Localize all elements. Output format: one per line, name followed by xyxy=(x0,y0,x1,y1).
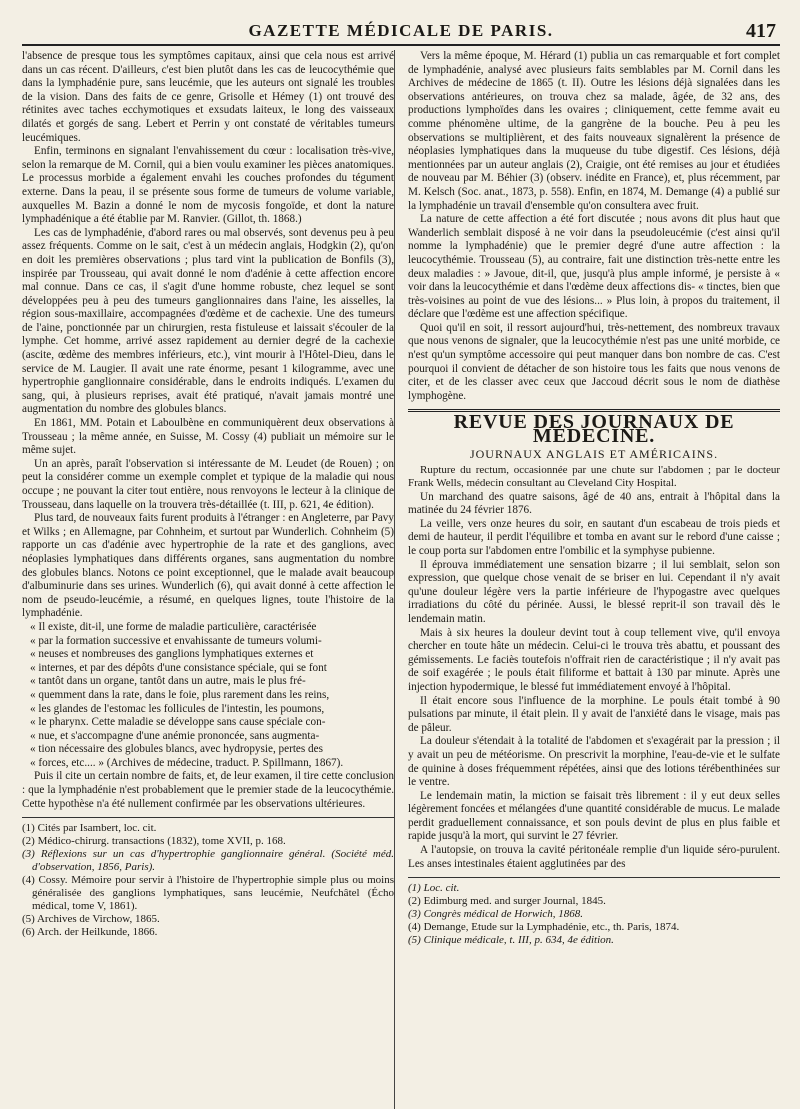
footnote: (1) Loc. cit. xyxy=(408,882,460,895)
section-subtitle: JOURNAUX ANGLAIS ET AMÉRICAINS. xyxy=(469,446,719,461)
quote-line: « quemment dans la rate, dans le foie, plus rarement dans les reins, xyxy=(30,688,330,701)
body-paragraph: Il était encore sous l'influence de la morphine. Le pouls était tombé à 90 pulsations par minute, il était plein. Il y avait de l'anxiété dans le visage, mais pas de pâleur. xyxy=(408,694,780,734)
body-paragraph: l'absence de presque tous les symptômes capitaux, ainsi que cela nous est arrivé dans un cas récent. D'ailleurs, c'est bien plutôt dans les cas de leucocythémie que dans la lymphadénie pure, sans leucémie, que les auteurs ont signalé les troubles de la vision. Dans des faits de ce genre, Grisolle et Hémey (1) ont trouvé des rétinites avec taches ecchymotiques et exsudats laiteux, le long des vaisseaux dilatés et gorgés de sang. Lebert et Perrin y ont constaté de véritables tumeurs leucémiques. xyxy=(22,50,394,144)
body-paragraph: A l'autopsie, on trouva la cavité péritonéale remplie d'un liquide séro-purulent. Les anses intestinales étaient agglutinées par des xyxy=(408,844,780,870)
quote-line: « par la formation successive et envahissante de tumeurs volumi- xyxy=(30,634,322,647)
body-paragraph: Vers la même époque, M. Hérard (1) publia un cas remarquable et fort complet de lymphadénie, analysé avec plusieurs faits semblables par M. Cornil dans les Archives de médecine de 1865 (t. II). Outre les lésions déjà signalées dans les observations antérieures, on trouva chez sa malade, âgée, de 32 ans, des productions lymphoïdes dans les ovaires ; cliniquement, cette femme avait eu comme phénomène ultime, de la gangrène de la bouche. Peu à peu les observations se multiplièrent, et des faits nouveaux signalèrent la présence de néoplasies lymphatiques dans la muqueuse du tube digestif. Ces lésions, déjà mentionnées par un auteur anglais (2), Craigie, ont été remises au jour et étudiées de nouveau par M. Béhier (3) (observ. inédite en France), et, plus récemment, par M. Kelsch (Soc. anat., 1873, p. 558). Enfin, en 1874, M. Demange (4) a publié sur la lymphadénie un travail d'ensemble qu'on consultera avec fruit. xyxy=(408,50,780,212)
body-paragraph: La veille, vers onze heures du soir, en sautant d'un escabeau de trois pieds et demi de hauteur, il perdit l'équilibre et tomba en avant sur le rebord d'une caisse ; le coup porta sur l'abdomen entre l'ombilic et la symphyse pubienne. xyxy=(408,517,780,557)
footnote: (5) Archives de Virchow, 1865. xyxy=(22,913,160,926)
body-paragraph: En 1861, MM. Potain et Laboulbène en communiquèrent deux observations à Trousseau ; la même année, en Suisse, M. Cossy (4) publiait un mémoire sur le même sujet. xyxy=(22,417,394,457)
body-paragraph: Plus tard, de nouveaux faits furent produits à l'étranger : en Angleterre, par Pavy et Wilks ; en Allemagne, par Cohnheim, et surtout par Wunderlich. Cohnheim (5) rapporte un cas d'adénie avec hypertrophie de la rate et des ganglions, avec néoplasies lymphatiques dans différents organes, sans augmentation du nombre des globules blancs. Notons ce point exceptionnel, que le malade avait beaucoup d'albuminurie dans ses urines. Wunderlich (6), qui avait donné à cette affection le nom de pseudo-leucémie, a résumé, en quelques lignes, toute l'histoire de la lymphadénie. xyxy=(22,512,394,620)
body-paragraph: Les cas de lymphadénie, d'abord rares ou mal observés, sont devenus peu à peu assez fréquents. Comme on le sait, c'est à un médecin anglais, Hodgkin (2), qu'on en doit les premières observations ; plus tard vint la publication de Bonfils (3), inspirée par Trousseau, qui avait donné le nom d'adénie à cette affection encore mal connue. Dans ce cas, il s'agit d'une homme robuste, chez lequel se sont développées peu à peu des tumeurs ganglionnaires dans l'aine, les aisselles, la région sous-maxillaire, accompagnées d'œdème et de cachexie. Une des tumeurs de l'aine, ponctionnée par un chirurgien, resta fistuleuse et laissait s'écouler de la lymphe. Cet homme, arrivé assez rapidement au dernier degré de la cachexie (ascite, œdème des membres inférieurs, etc.), vint mourir à l'Hôtel-Dieu, dans le service de M. Laugier. Il avait une rate énorme, pesant 1 kilogramme, avec une hypertrophie ganglionnaire considérable, dans le endroits indiqués. L'examen du sang, qui, à plusieurs reprises, avait été pratiqué, n'avait jamais montré une augmentation du nombre des globules blancs. xyxy=(22,226,394,416)
page-number: 417 xyxy=(746,20,776,42)
section-title: REVUE DES JOURNAUX DE MÉDECINE. xyxy=(453,411,735,448)
article-title: Rupture du rectum, occasionnée par une chute sur l'abdomen ; par le docteur Frank Wells, médecin consultant au Cleveland City Hospital. xyxy=(408,464,780,490)
body-paragraph: Le lendemain matin, la miction se faisait très librement : il y eut deux selles légèrement foncées et mélangées d'une quantité considérable de mucus. Le malade perdit graduellement connaissance, et son pouls devint de plus en plus faible et rapide jusqu'à la mort, qui survint le 27 février. xyxy=(408,789,780,843)
quote-line: « les glandes de l'estomac les follicules de l'intestin, les poumons, xyxy=(30,702,325,715)
body-paragraph: La nature de cette affection a été fort discutée ; nous avons dit plus haut que Wanderlich semblait disposé à ne voir dans la pseudoleucémie (c'est ainsi qu'il nomme la lymphadénie) que le premier degré d'une autre affection : la leucocythémie. Trousseau (5), au contraire, fait une distinction très-nette entre les deux maladies : » Javoue, dit-il, que, jusqu'à plus ample informé, je persiste à « voir dans la leucocythémie et dans l'œdème deux affections dis- « tinctes, bien que très-voisines au point de vue des lésions... » Plus loin, à propos du traitement, il déclare que l'œdème est une affection spécifique. xyxy=(408,213,780,321)
footnote: (1) Cités par Isambert, loc. cit. xyxy=(22,822,157,835)
quote-line: « internes, et par des dépôts d'une consistance spéciale, qui se font xyxy=(30,661,327,674)
footnote: (4) Demange, Etude sur la Lymphadénie, etc., th. Paris, 1874. xyxy=(408,921,680,934)
footnote: (6) Arch. der Heilkunde, 1866. xyxy=(22,926,158,939)
footnote: (3) Congrès médical de Horwich, 1868. xyxy=(408,908,584,921)
quote-line: « le pharynx. Cette maladie se développe sans cause spéciale con- xyxy=(30,716,326,729)
body-paragraph: Puis il cite un certain nombre de faits, et, de leur examen, il tire cette conclusion : que la lymphadénie n'est probablement que le premier stade de la leucocythémie. Cette hypothèse n'a été nullement confirmée par les observations ultérieures. xyxy=(22,770,394,810)
footnote: (2) Edimburg med. and surger Journal, 1845. xyxy=(408,895,606,908)
running-head xyxy=(22,18,780,46)
body-paragraph: Un marchand des quatre saisons, âgé de 40 ans, entrait à l'hôpital dans la matinée du 24 février 1876. xyxy=(408,490,780,517)
body-paragraph: Il éprouva immédiatement une sensation bizarre ; il lui semblait, selon son expression, que quelque chose venait de se briser en lui. Cependant il n'y avait qu'une douleur légère vers la partie inférieure de l'hypogastre avec quelques irradiations du côté du périnée. Aussi, le blessé reprit-il son travail dès le lendemain matin. xyxy=(408,558,780,625)
body-paragraph: Mais à six heures la douleur devint tout à coup tellement vive, qu'il envoya chercher en toute hâte un médecin. Celui-ci le trouva très abattu, et poussant des gémissements. Le faciès toutefois n'offrait rien de caractéristique ; il n'y avait pas de soif exagérée ; le pouls était filiforme et battait à 130 par minute. Après une injection hypodermique, le blessé fut immédiatement envoyé à l'hôpital. xyxy=(408,626,780,693)
body-paragraph: Un an après, paraît l'observation si intéressante de M. Leudet (de Rouen) ; on peut la considérer comme un exemple complet et typique de la maladie qui nous occupe ; ne pouvant la citer tout entière, nous renvoyons le lecteur à la clinique de Trousseau, dans laquelle on la trouvera très-détaillée (t. III, p. 621, 4e édition). xyxy=(22,457,394,511)
footnote: (5) Clinique médicale, t. III, p. 634, 4e édition. xyxy=(408,934,614,947)
footnote-rule xyxy=(408,877,780,878)
right-column xyxy=(408,50,780,947)
quote-line: « nue, et s'accompagne d'une anémie prononcée, sans augmenta- xyxy=(30,729,320,742)
left-column xyxy=(22,50,394,947)
footnote: (4) Cossy. Mémoire pour servir à l'histoire de l'hypertrophie simple plus ou moins généralisée des ganglions lymphatiques, sans leucémie, Neufchâtel (Écho médical, tome V, 1861). xyxy=(22,874,394,913)
quote-line: « Il existe, dit-il, une forme de maladie particulière, caractérisée xyxy=(30,620,317,633)
body-paragraph: Quoi qu'il en soit, il ressort aujourd'hui, très-nettement, des nombreux travaux que nous venons de signaler, que la leucocythémie n'est pas une unité morbide, ce n'est qu'un symptôme accessoire qui peut manquer dans bon nombre de cas. C'est pourquoi il convient de détacher de son histoire tous les faits que nous venons de citer, et de les classer avec ceux que Jaccoud décrit sous le nom de diathèse lymphogène. xyxy=(408,321,780,402)
column-divider xyxy=(394,50,395,1109)
quote-line: « tion nécessaire des globules blancs, avec hydropysie, pertes des xyxy=(30,743,323,756)
journal-title: GAZETTE MÉDICALE DE PARIS. xyxy=(248,21,554,40)
body-paragraph: Enfin, terminons en signalant l'envahissement du cœur : localisation très-vive, selon la remarque de M. Cornil, qui a bien voulu examiner les pièces anatomiques. Le processus morbide a également envahi les couches profondes du tégument externe. Dans la peau, il se présente sous forme de tumeurs de volume variable, auxquelles M. Bazin a donné le nom de mycosis fongoïde, et dont la nature lymphadénique a été établie par M. Ranvier. (Gillot, th. 1868.) xyxy=(22,145,394,226)
footnotes-left xyxy=(22,822,394,939)
footnote: (2) Médico-chirurg. transactions (1832), tome XVII, p. 168. xyxy=(22,835,286,848)
quote-line: « neuses et nombreuses des ganglions lymphatiques externes et xyxy=(30,648,314,661)
quote-line: « tantôt dans un organe, tantôt dans un autre, mais le plus fré- xyxy=(30,675,306,688)
footnote: (3) Réflexions sur un cas d'hypertrophie ganglionnaire général. (Société méd. d'observation, 1856, Paris). xyxy=(22,848,394,874)
footnotes-right xyxy=(408,882,780,947)
quote-line: « forces, etc.... » (Archives de médecine, traduct. P. Spillmann, 1867). xyxy=(30,756,344,769)
body-paragraph: La douleur s'étendait à la totalité de l'abdomen et s'exagérait par la pression ; il y avait un peu de météorisme. On prescrivit la morphine, l'eau-de-vie et le sulfate de quinine à doses fréquemment répétées, ainsi que des lotions térébenthinées sur le ventre. xyxy=(408,735,780,789)
quotation xyxy=(22,621,394,771)
footnote-rule xyxy=(22,817,394,818)
